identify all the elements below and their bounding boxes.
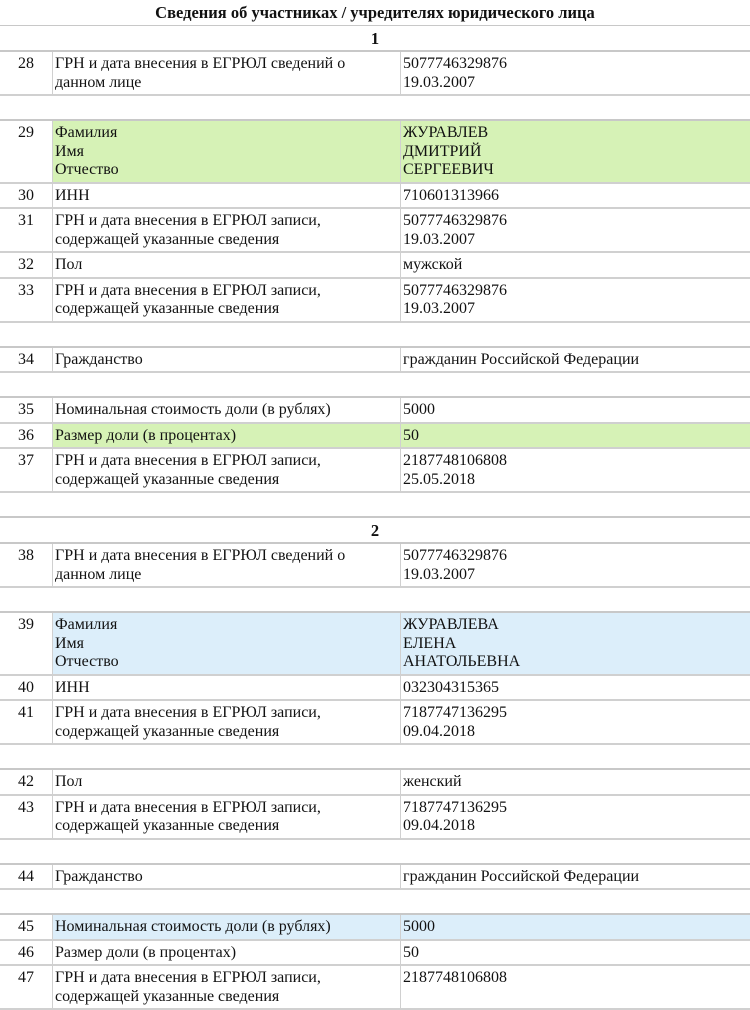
value-line: гражданин Российской Федерации [403, 867, 640, 885]
table-row-36 [0, 424, 750, 450]
value-line: 2187748106808 [403, 452, 507, 469]
row-number: 29 [0, 121, 53, 182]
label-line: содержащей указанные сведения [55, 470, 280, 488]
value-line: ЖУРАВЛЕВ [403, 124, 489, 141]
label-line: Имя [55, 142, 85, 160]
document-title: Сведения об участниках / учредителях юридического лица [0, 0, 750, 26]
section-header-1: 1 [0, 26, 750, 52]
value-line: 5077746329876 [403, 547, 507, 564]
label-line: ИНН [55, 678, 90, 696]
value-line: 7187747136295 [403, 704, 507, 721]
label-line: Номинальная стоимость доли (в рублях) [55, 918, 331, 935]
row-value [401, 209, 750, 251]
label-line: Фамилия [55, 616, 118, 633]
row-number: 32 [0, 253, 53, 277]
row-label [53, 915, 401, 939]
table-row-29 [0, 121, 750, 184]
row-label [53, 279, 401, 321]
table-row-44 [0, 865, 750, 891]
value-line: 19.03.2007 [403, 73, 475, 91]
label-line: содержащей указанные сведения [55, 230, 280, 248]
row-value [401, 253, 750, 277]
row-value [401, 701, 750, 743]
value-line: 19.03.2007 [403, 300, 475, 317]
row-number: 43 [0, 796, 53, 838]
value-line: 5000 [403, 401, 435, 418]
label-line: Номинальная стоимость доли (в рублях) [55, 401, 331, 418]
row-value [401, 279, 750, 321]
table-row-45 [0, 915, 750, 941]
row-label [53, 348, 401, 372]
value-line: 50 [403, 943, 419, 961]
table-row-34 [0, 348, 750, 374]
value-line: 032304315365 [403, 678, 499, 696]
value-line: 5077746329876 [403, 55, 507, 72]
table-row-43 [0, 796, 750, 840]
row-label [53, 701, 401, 743]
table-row-28 [0, 52, 750, 96]
row-number: 47 [0, 966, 53, 1008]
spacer-row [0, 890, 750, 915]
spacer-row [0, 493, 750, 518]
spacer-row [0, 373, 750, 398]
value-line: гражданин Российской Федерации [403, 350, 640, 368]
label-line: содержащей указанные сведения [55, 817, 280, 834]
label-line: Гражданство [55, 867, 143, 885]
value-line: СЕРГЕЕВИЧ [403, 161, 494, 178]
row-value [401, 613, 750, 674]
row-number: 28 [0, 52, 53, 94]
value-line: 19.03.2007 [403, 565, 475, 583]
row-value [401, 121, 750, 182]
value-line: 25.05.2018 [403, 470, 475, 488]
row-label [53, 52, 401, 94]
value-line: 5077746329876 [403, 212, 507, 229]
label-line: содержащей указанные сведения [55, 987, 280, 1005]
row-label [53, 770, 401, 794]
table-row-33 [0, 279, 750, 323]
value-line: 09.04.2018 [403, 817, 475, 834]
row-number: 39 [0, 613, 53, 674]
value-line: 5000 [403, 918, 435, 935]
label-line: ГРН и дата внесения в ЕГРЮЛ сведений о [55, 55, 346, 72]
table-row-46 [0, 941, 750, 967]
row-label [53, 676, 401, 700]
table-row-39 [0, 613, 750, 676]
label-line: Пол [55, 256, 83, 273]
row-label [53, 544, 401, 586]
label-line: ГРН и дата внесения в ЕГРЮЛ записи, [55, 969, 321, 986]
value-line: мужской [403, 256, 463, 273]
row-label [53, 253, 401, 277]
row-value [401, 449, 750, 491]
row-number: 30 [0, 184, 53, 208]
value-line: ДМИТРИЙ [403, 142, 482, 160]
label-line: Отчество [55, 161, 119, 178]
row-number: 42 [0, 770, 53, 794]
spacer-row [0, 840, 750, 865]
label-line: ГРН и дата внесения в ЕГРЮЛ записи, [55, 281, 321, 299]
label-line: Фамилия [55, 124, 118, 141]
row-value [401, 770, 750, 794]
label-line: Гражданство [55, 350, 143, 368]
row-label [53, 865, 401, 889]
row-number: 46 [0, 941, 53, 965]
row-value [401, 676, 750, 700]
label-line: данном лице [55, 565, 142, 583]
row-value [401, 544, 750, 586]
label-line: ГРН и дата внесения в ЕГРЮЛ записи, [55, 452, 321, 469]
value-line: 7187747136295 [403, 798, 507, 816]
table-row-37 [0, 449, 750, 493]
value-line: 710601313966 [403, 186, 499, 204]
value-line: ЖУРАВЛЕВА [403, 616, 499, 633]
row-number: 45 [0, 915, 53, 939]
row-label [53, 184, 401, 208]
row-label [53, 966, 401, 1008]
row-value [401, 52, 750, 94]
table-row-42 [0, 770, 750, 796]
spacer-row [0, 745, 750, 770]
value-line: 09.04.2018 [403, 722, 475, 740]
row-label [53, 796, 401, 838]
table-row-31 [0, 209, 750, 253]
value-line: 5077746329876 [403, 281, 507, 299]
value-line: 2187748106808 [403, 969, 507, 986]
row-value [401, 915, 750, 939]
row-value [401, 865, 750, 889]
value-line: женский [403, 773, 462, 790]
label-line: Отчество [55, 653, 119, 670]
row-number: 44 [0, 865, 53, 889]
label-line: ГРН и дата внесения в ЕГРЮЛ записи, [55, 212, 321, 229]
row-label [53, 398, 401, 422]
row-label [53, 941, 401, 965]
label-line: ГРН и дата внесения в ЕГРЮЛ записи, [55, 798, 321, 816]
label-line: Размер доли (в процентах) [55, 943, 237, 961]
label-line: ГРН и дата внесения в ЕГРЮЛ сведений о [55, 547, 346, 564]
row-label [53, 613, 401, 674]
row-number: 31 [0, 209, 53, 251]
label-line: данном лице [55, 73, 142, 91]
table-row-47 [0, 966, 750, 1010]
value-line: 50 [403, 426, 419, 444]
spacer-row [0, 96, 750, 121]
label-line: содержащей указанные сведения [55, 722, 280, 740]
label-line: Имя [55, 634, 85, 652]
row-number: 35 [0, 398, 53, 422]
row-number: 38 [0, 544, 53, 586]
row-value [401, 348, 750, 372]
table-row-30 [0, 184, 750, 210]
value-line: ЕЛЕНА [403, 634, 457, 652]
value-line: 19.03.2007 [403, 230, 475, 248]
row-label [53, 121, 401, 182]
spacer-row [0, 323, 750, 348]
row-value [401, 796, 750, 838]
row-number: 41 [0, 701, 53, 743]
row-value [401, 966, 750, 1008]
label-line: Пол [55, 773, 83, 790]
table-row-35 [0, 398, 750, 424]
row-label [53, 424, 401, 448]
row-number: 33 [0, 279, 53, 321]
section-header-2: 2 [0, 518, 750, 544]
row-label [53, 449, 401, 491]
row-label [53, 209, 401, 251]
row-number: 34 [0, 348, 53, 372]
row-number: 37 [0, 449, 53, 491]
label-line: Размер доли (в процентах) [55, 426, 237, 444]
table-row-32 [0, 253, 750, 279]
row-value [401, 398, 750, 422]
label-line: содержащей указанные сведения [55, 300, 280, 317]
row-value [401, 184, 750, 208]
value-line: АНАТОЛЬЕВНА [403, 653, 521, 670]
row-number: 40 [0, 676, 53, 700]
table-row-40 [0, 676, 750, 702]
table-row-41 [0, 701, 750, 745]
table-row-38 [0, 544, 750, 588]
row-value [401, 424, 750, 448]
row-number: 36 [0, 424, 53, 448]
row-value [401, 941, 750, 965]
label-line: ИНН [55, 186, 90, 204]
spacer-row [0, 588, 750, 613]
label-line: ГРН и дата внесения в ЕГРЮЛ записи, [55, 704, 321, 721]
